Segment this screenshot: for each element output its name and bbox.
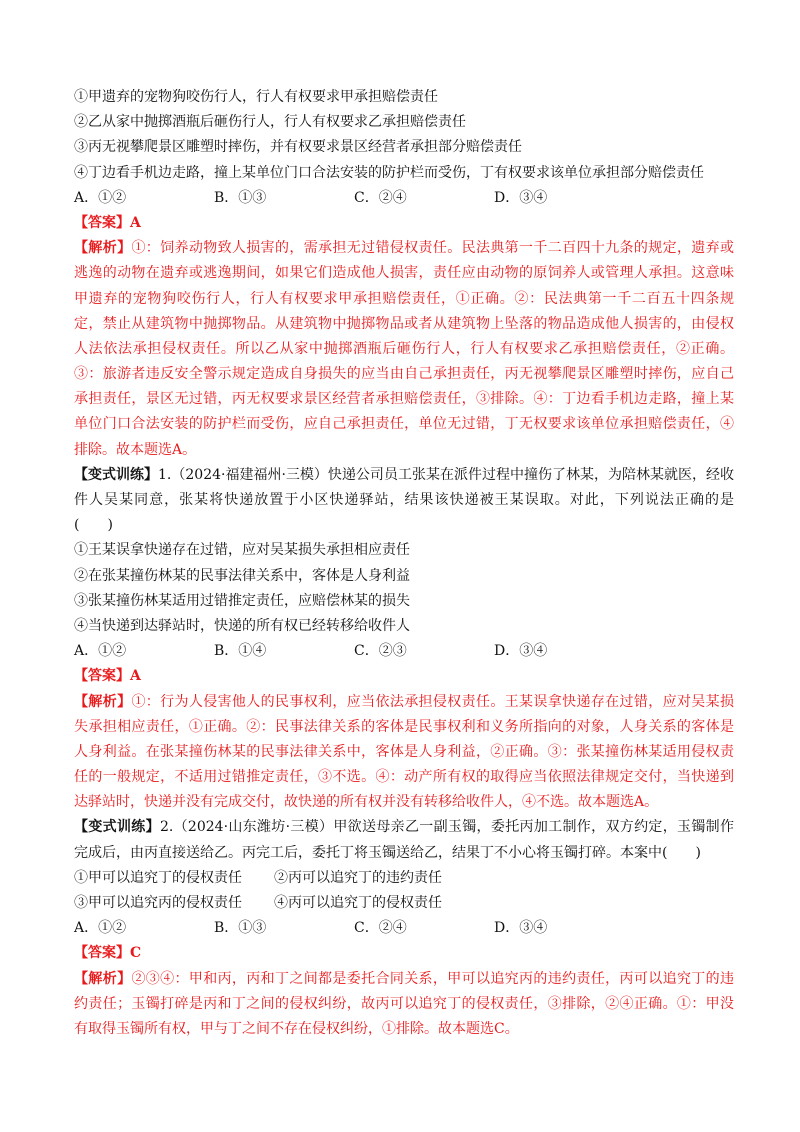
variant-tag: 【变式训练】 bbox=[74, 466, 159, 483]
q2-item: ③甲可以追究丙的侵权责任 bbox=[74, 895, 242, 911]
q2-analysis-line: 有取得玉镯所有权，甲与丁之间不存在侵权纠纷，①排除。故本题选C。 bbox=[74, 1020, 519, 1037]
q1-item: ①王某误拿快递存在过错，应对吴某损失承担相应责任 bbox=[74, 542, 410, 559]
answer-tag: 【答案】 bbox=[74, 668, 130, 685]
q2-stem-line: 【变式训练】2.（2024·山东潍坊·三模）甲欲送母亲乙一副玉镯，委托丙加工制作，双方约定，玉镯制作 bbox=[74, 819, 735, 836]
q1-analysis-line: 任的一般规定，不适用过错推定责任，③不选。④：动产所有权的取得应当依照法律规定交付，当快递到 bbox=[74, 769, 734, 786]
q1-options bbox=[74, 642, 734, 661]
q2-item: ①甲可以追究丁的侵权责任 bbox=[74, 869, 242, 886]
q0-answer bbox=[74, 214, 734, 233]
q2-item-row bbox=[74, 869, 734, 888]
option-b: B．①③ bbox=[214, 189, 267, 206]
q1-item: ②在张某撞伤林某的民事法律关系中，客体是人身利益 bbox=[74, 567, 410, 584]
q1-stem-line: ( ) bbox=[74, 517, 113, 534]
answer-tag: 【答案】 bbox=[74, 214, 130, 231]
q0-options bbox=[74, 189, 734, 208]
q2-analysis-line: 约责任；玉镯打碎是丙和丁之间的侵权纠纷，故丙可以追究丁的侵权责任，③排除，②④正确。①：甲没 bbox=[74, 995, 734, 1012]
q0-analysis-line: 承担责任，景区无过错，丙无权要求景区经营者承担赔偿责任，③排除。④：丁边看手机边走路，撞上某 bbox=[74, 391, 734, 408]
option-d: D．③④ bbox=[494, 643, 548, 660]
q0-analysis-line: 甲遗弃的宠物狗咬伤行人，行人有权要求甲承担赔偿责任，①正确。②：民法典第一千二百五十四条规 bbox=[74, 290, 734, 307]
q1-answer bbox=[74, 667, 734, 686]
q0-analysis-line: 单位门口合法安装的防护栏而受伤，应自己承担责任，单位无过错，丁无权要求该单位承担赔偿责任，④ bbox=[74, 416, 734, 433]
option-a: A．①② bbox=[74, 643, 127, 660]
answer-value: C bbox=[130, 945, 142, 962]
q1-item: ③张某撞伤林某适用过错推定责任，应赔偿林某的损失 bbox=[74, 592, 410, 609]
q0-item: ③丙无视攀爬景区雕塑时摔伤，并有权要求景区经营者承担部分赔偿责任 bbox=[74, 139, 522, 156]
analysis-tag: 【解析】 bbox=[74, 693, 132, 710]
option-b: B．①④ bbox=[214, 643, 267, 660]
option-c: C．②④ bbox=[354, 920, 407, 937]
q2-item: ②丙可以追究丁的违约责任 bbox=[274, 869, 442, 886]
q2-stem-line: 完成后，由丙直接送给乙。丙完工后，委托丁将玉镯送给乙，结果丁不小心将玉镯打碎。本案中( ) bbox=[74, 844, 701, 861]
option-b: B．①③ bbox=[214, 920, 267, 937]
q1-stem-line: 件人吴某同意，张某将快递放置于小区快递驿站，结果该快递被王某误取。对此，下列说法正确的是 bbox=[74, 492, 734, 508]
analysis-tag: 【解析】 bbox=[74, 240, 132, 257]
option-c: C．②③ bbox=[354, 643, 407, 660]
q0-item: ②乙从家中抛掷酒瓶后砸伤行人，行人有权要求乙承担赔偿责任 bbox=[74, 114, 466, 131]
q2-options bbox=[74, 919, 734, 938]
q1-analysis-line: 【解析】①：行为人侵害他人的民事权利，应当依法承担侵权责任。王某误拿快递存在过错，应对吴某损 bbox=[74, 693, 735, 710]
q1-stem-line: 【变式训练】1.（2024·福建福州·三模）快递公司员工张某在派件过程中撞伤了林某，为陪林某就医，经收 bbox=[74, 466, 734, 483]
variant-tag: 【变式训练】 bbox=[74, 819, 160, 836]
q2-item: ④丙可以追究丁的侵权责任 bbox=[274, 895, 442, 911]
q2-item-row bbox=[74, 894, 734, 913]
q0-analysis-line: 排除。故本题选A。 bbox=[74, 441, 197, 458]
q2-analysis-line: 【解析】②③④：甲和丙，丙和丁之间都是委托合同关系，甲可以追究丙的违约责任，丙可以追究丁的违 bbox=[74, 970, 735, 987]
q0-analysis-line: 逃逸的动物在遗弃或逃逸期间，如果它们造成他人损害，责任应由动物的原饲养人或管理人承担。这意味 bbox=[74, 265, 734, 282]
q1-item: ④当快递到达驿站时，快递的所有权已经转移给收件人 bbox=[74, 617, 410, 634]
answer-value: A bbox=[130, 668, 141, 685]
answer-tag: 【答案】 bbox=[74, 945, 130, 962]
content bbox=[74, 88, 734, 1045]
q0-item: ④丁边看手机边走路，撞上某单位门口合法安装的防护栏而受伤，丁有权要求该单位承担部分赔偿责任 bbox=[74, 164, 704, 181]
answer-value: A bbox=[130, 214, 141, 231]
option-c: C．②④ bbox=[354, 189, 407, 206]
option-d: D．③④ bbox=[494, 189, 548, 206]
q1-analysis-line: 达驿站时，快递并没有完成交付，故快递的所有权并没有转移给收件人，④不选。故本题选A。 bbox=[74, 794, 659, 811]
q0-analysis-line: 定，禁止从建筑物中抛掷物品。从建筑物中抛掷物品或者从建筑物上坠落的物品造成他人损害的，由侵权 bbox=[74, 315, 734, 332]
q0-item: ①甲遗弃的宠物狗咬伤行人，行人有权要求甲承担赔偿责任 bbox=[74, 89, 438, 105]
q1-analysis-line: 人身利益。在张某撞伤林某的民事法律关系中，客体是人身利益，②正确。③：张某撞伤林某适用侵权责 bbox=[74, 743, 734, 760]
analysis-tag: 【解析】 bbox=[74, 970, 132, 987]
q0-analysis-line: ③：旅游者违反安全警示规定造成自身损失的应当由自己承担责任，丙无视攀爬景区雕塑时摔伤，应自己 bbox=[74, 366, 734, 383]
q0-analysis-line: 人法依法承担侵权责任。所以乙从家中抛掷酒瓶后砸伤行人，行人有权要求乙承担赔偿责任，②正确。 bbox=[74, 340, 734, 357]
option-d: D．③④ bbox=[494, 920, 548, 937]
q1-analysis-line: 失承担相应责任，①正确。②：民事法律关系的客体是民事权利和义务所指向的对象，人身关系的客体是 bbox=[74, 718, 734, 735]
q0-analysis-line: 【解析】①：饲养动物致人损害的，需承担无过错侵权责任。民法典第一千二百四十九条的规定，遗弃或 bbox=[74, 240, 735, 257]
q2-answer bbox=[74, 944, 734, 963]
option-a: A．①② bbox=[74, 189, 127, 206]
option-a: A．①② bbox=[74, 920, 127, 937]
